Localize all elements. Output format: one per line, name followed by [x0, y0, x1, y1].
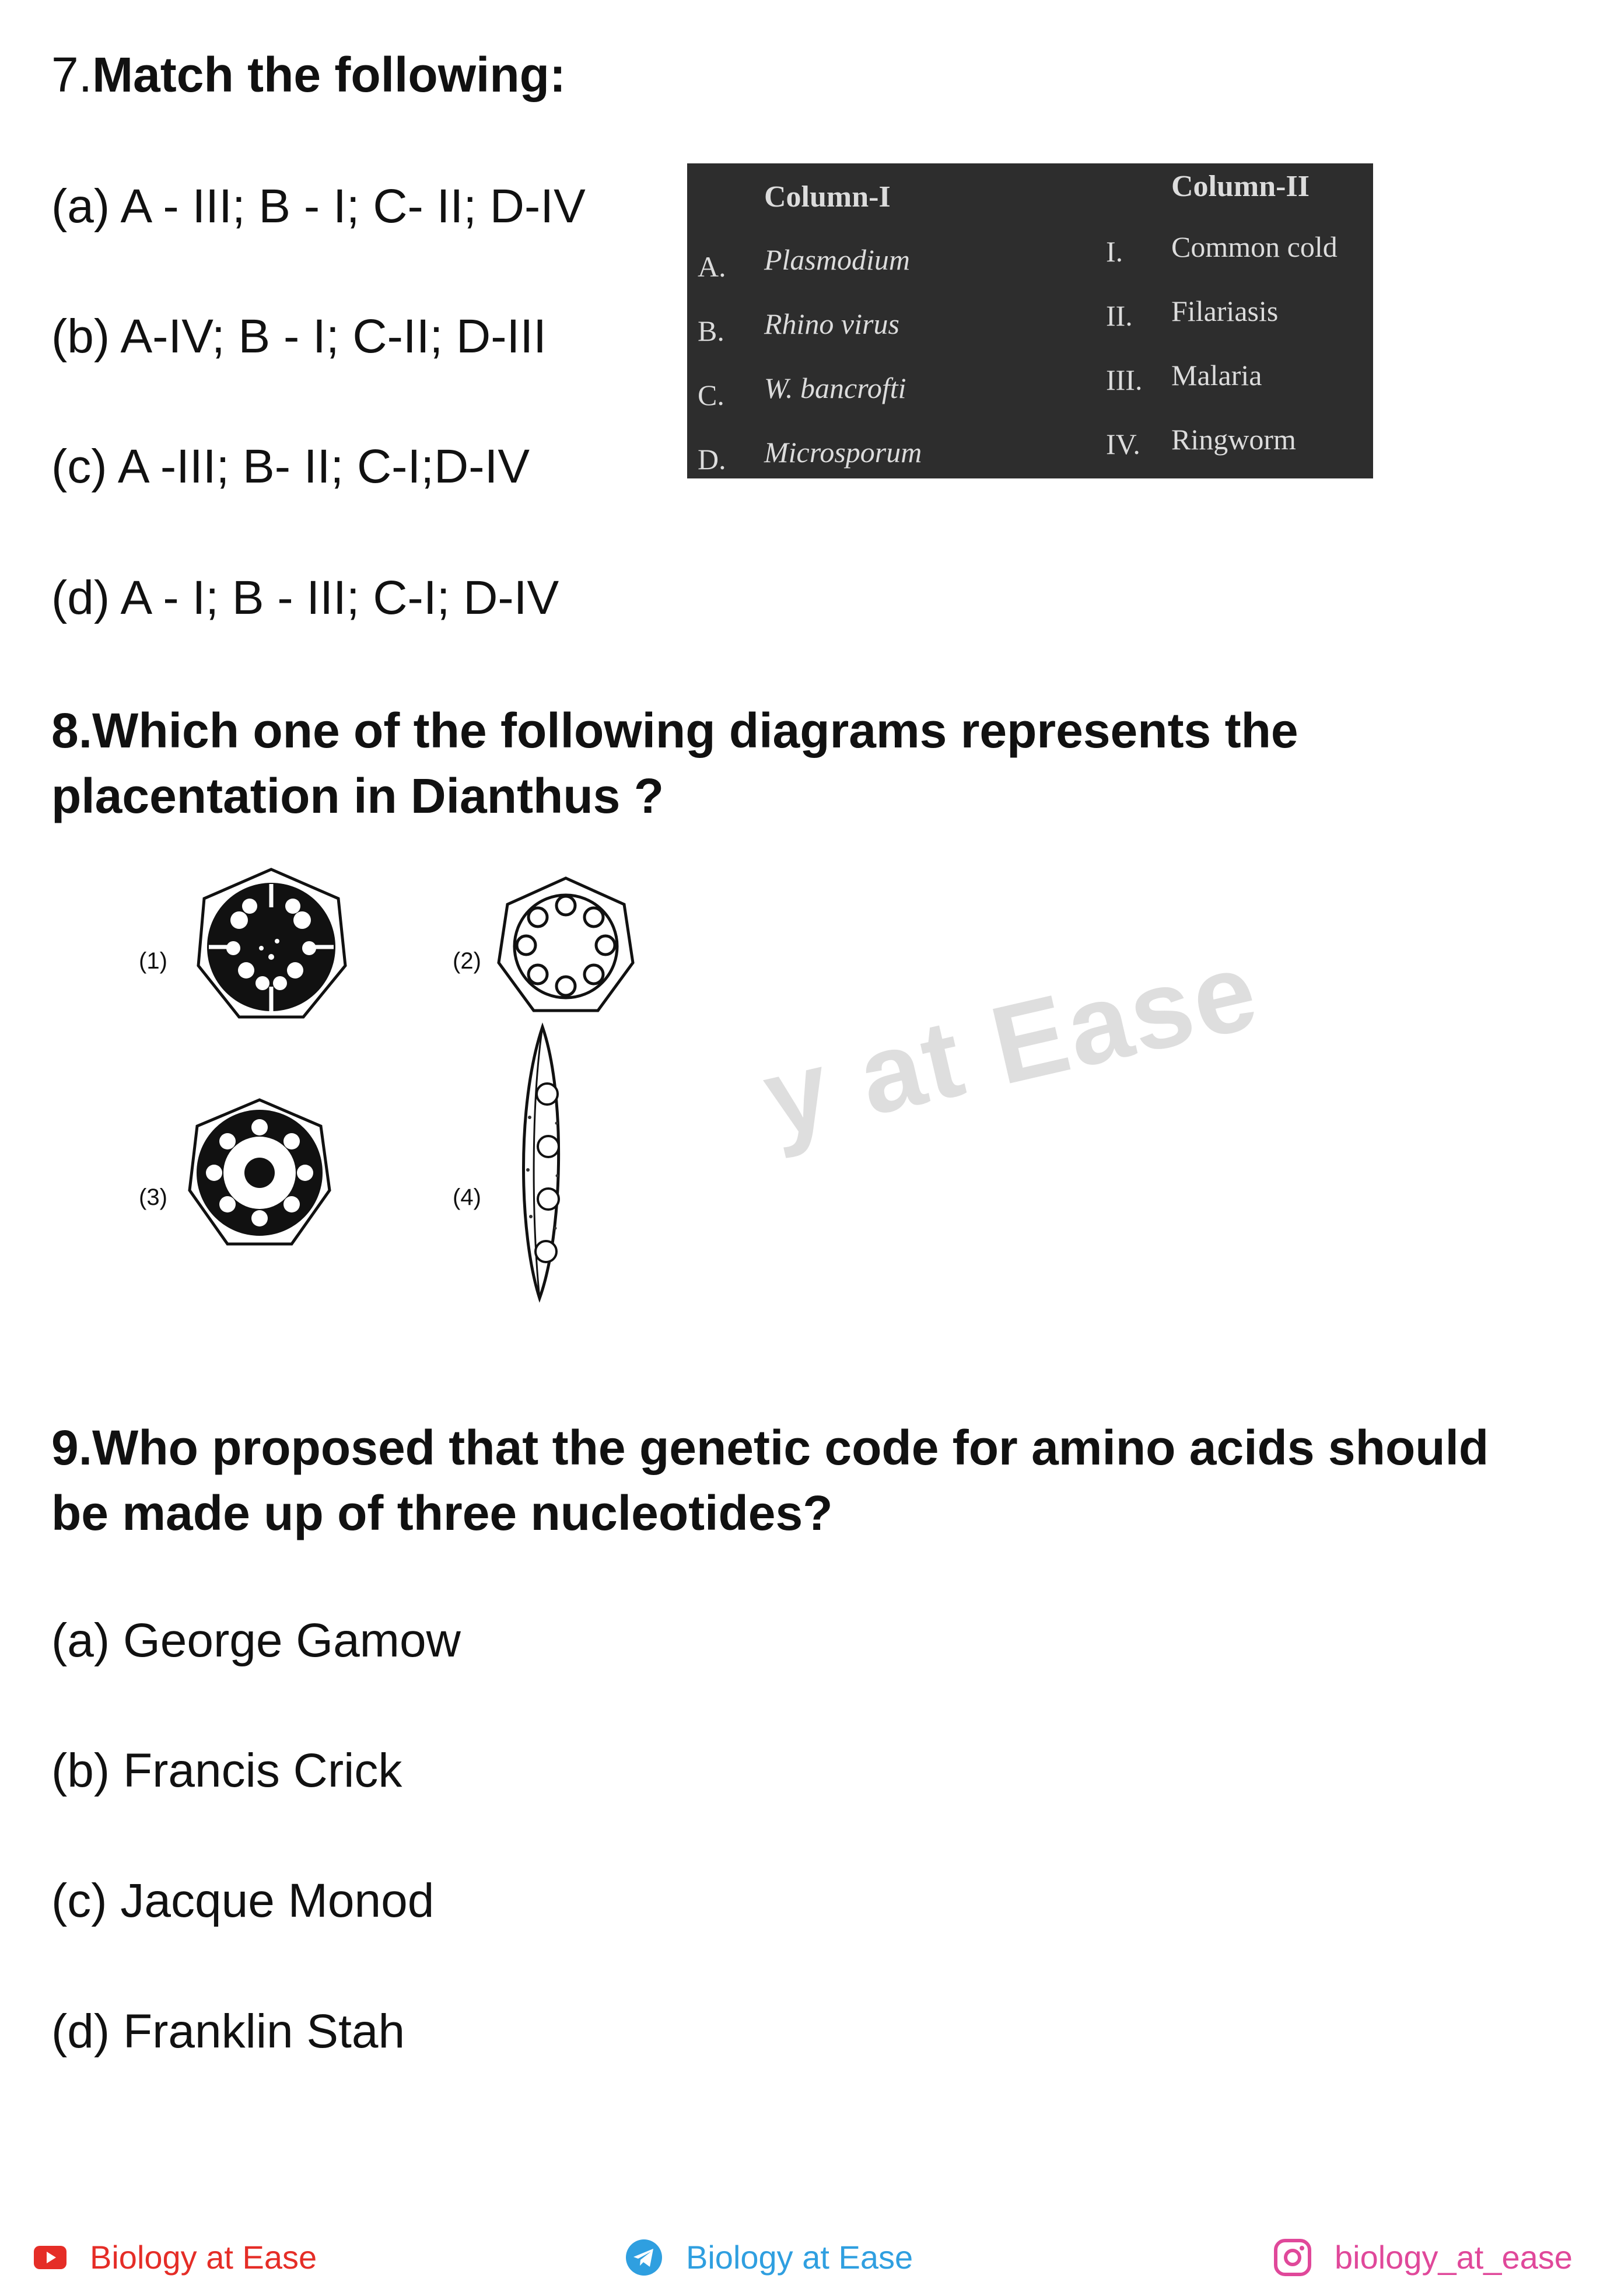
column-2-header: Column-II	[1171, 170, 1310, 203]
diagram-2-label: (2)	[453, 948, 481, 974]
row-a-letter: A.	[698, 250, 726, 283]
row-b-item: Rhino virus	[764, 307, 899, 340]
column-1-header: Column-I	[764, 180, 891, 214]
q7-option-a: (a) A - III; B - I; C- II; D-IV	[51, 180, 586, 233]
row-c-letter: C.	[698, 379, 724, 411]
match-table-image	[687, 163, 1373, 478]
diagram-1-label: (1)	[139, 948, 167, 974]
q7-option-d: (d) A - I; B - III; C-I; D-IV	[51, 571, 559, 624]
diagram-3-label: (3)	[139, 1184, 167, 1210]
youtube-icon	[34, 2246, 66, 2269]
footer-telegram-label: Biology at Ease	[686, 2239, 913, 2276]
footer-telegram-link[interactable]	[625, 2235, 913, 2278]
q9-option-b: (b) Francis Crick	[51, 1744, 402, 1797]
footer-instagram-label: biology_at_ease	[1335, 2239, 1573, 2276]
footer-youtube-label: Biology at Ease	[90, 2239, 317, 2276]
diagram-3-free-central-ovary	[187, 1097, 332, 1249]
q7-option-b: (b) A-IV; B - I; C-II; D-III	[51, 310, 547, 363]
row-1-roman: I.	[1106, 235, 1123, 268]
row-d-letter: D.	[698, 443, 726, 476]
q7-option-c: (c) A -III; B- II; C-I;D-IV	[51, 440, 530, 493]
row-b-letter: B.	[698, 314, 724, 347]
q9-option-d: (d) Franklin Stah	[51, 2005, 405, 2058]
row-1-match: Common cold	[1171, 230, 1338, 263]
q9-title-line-1: 9.Who proposed that the genetic code for amino acids should	[51, 1420, 1489, 1475]
q7-title	[51, 42, 566, 107]
diagram-1-axile-ovary	[192, 866, 350, 1024]
q9-option-a: (a) George Gamow	[51, 1614, 461, 1667]
q9-option-c: (c) Jacque Monod	[51, 1874, 435, 1927]
row-a-item: Plasmodium	[764, 243, 910, 276]
diagram-2-ovary	[496, 875, 636, 1015]
diagram-4-label: (4)	[453, 1184, 481, 1210]
q8-title-line-1: 8.Which one of the following diagrams represents the	[51, 703, 1298, 758]
instagram-icon	[1274, 2239, 1311, 2276]
row-3-match: Malaria	[1171, 359, 1262, 392]
footer-instagram-link[interactable]	[1274, 2235, 1573, 2278]
row-2-match: Filariasis	[1171, 295, 1279, 327]
q9-title-line-2: be made up of three nucleotides?	[51, 1486, 833, 1540]
row-4-match: Ringworm	[1171, 423, 1296, 456]
row-c-item: W. bancrofti	[764, 372, 906, 404]
row-2-roman: II.	[1106, 299, 1133, 332]
q7-title-text: Match the following:	[92, 47, 566, 102]
telegram-icon	[625, 2239, 663, 2276]
q7-number: 7.	[51, 47, 93, 102]
row-4-roman: IV.	[1106, 428, 1140, 460]
q8-title-line-2: placentation in Dianthus ?	[51, 768, 664, 823]
row-d-item: Microsporum	[764, 436, 922, 469]
diagram-4-marginal-pod	[496, 1024, 572, 1304]
watermark: y at Ease	[752, 927, 1270, 1161]
row-3-roman: III.	[1106, 364, 1143, 396]
footer-youtube-link[interactable]	[34, 2235, 317, 2278]
